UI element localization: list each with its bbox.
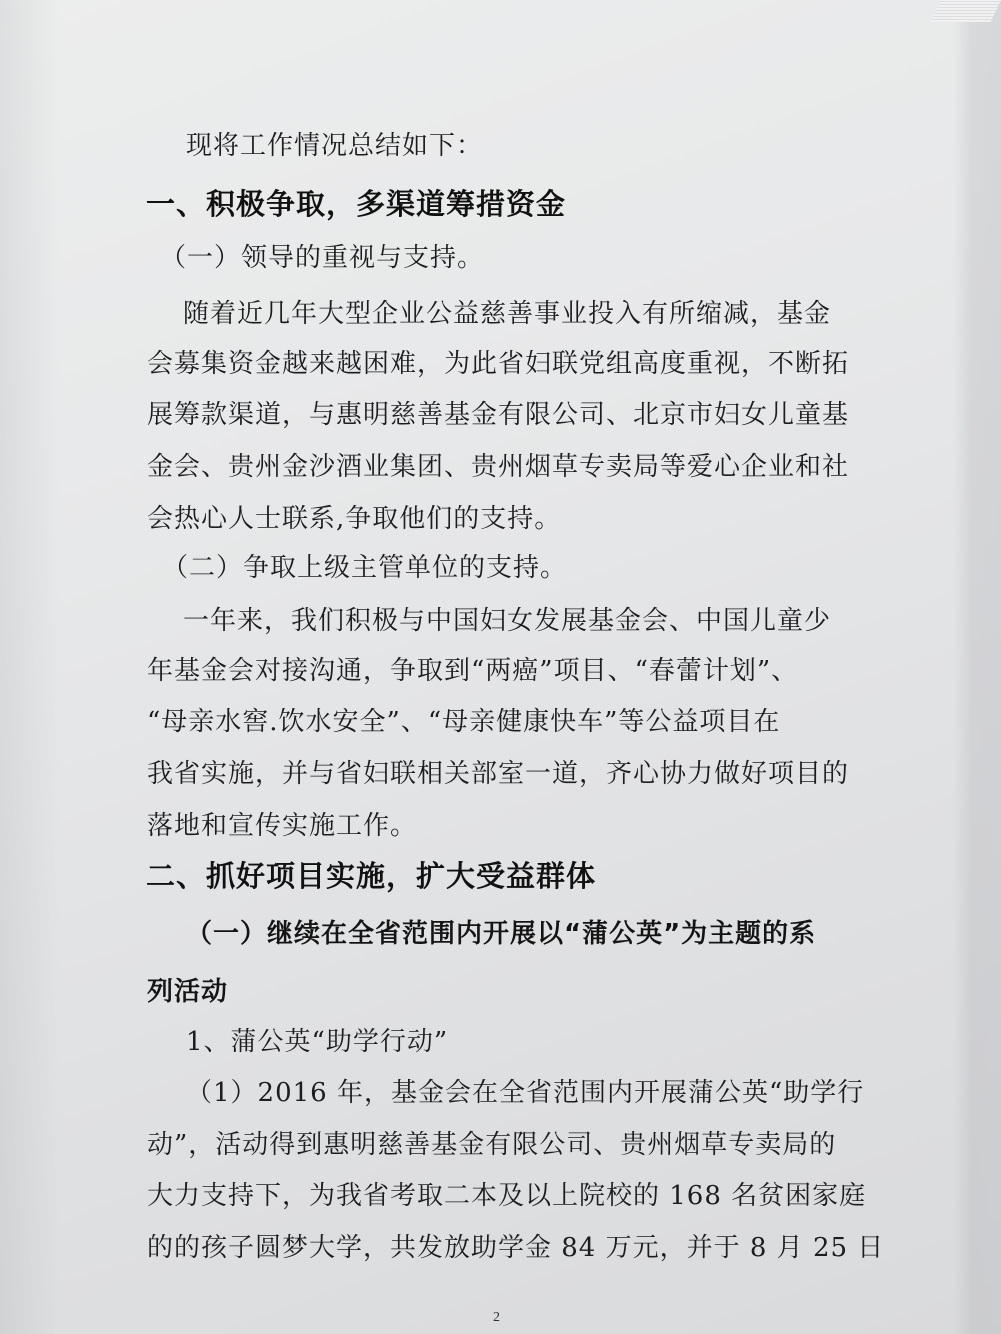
paragraph-line: 一年来，我们积极与中国妇女发展基金会、中国儿童少 <box>183 606 832 636</box>
subheading-2-1-cont: 列活动 <box>147 977 229 1007</box>
paragraph-line: 展筹款渠道，与惠明慈善基金有限公司、北京市妇女儿童基 <box>147 400 850 430</box>
intro-line: 现将工作情况总结如下： <box>186 131 484 161</box>
paper-stack-corner <box>931 0 1001 22</box>
subheading-2-1: （一）继续在全省范围内开展以“蒲公英”为主题的系 <box>186 919 817 949</box>
section-heading-2: 二、抓好项目实施，扩大受益群体 <box>146 859 597 893</box>
paragraph-line: （1）2016 年，基金会在全省范围内开展蒲公英“助学行 <box>186 1078 865 1108</box>
subheading-1-1: （一）领导的重视与支持。 <box>160 243 485 273</box>
paragraph-line: 我省实施，并与省妇联相关部室一道，齐心协力做好项目的 <box>147 759 850 789</box>
paragraph-line: 落地和宣传实施工作。 <box>147 811 418 841</box>
paragraph-line: 的的孩子圆梦大学，共发放助学金 84 万元，并于 8 月 25 日 <box>147 1233 885 1263</box>
paragraph-line: 会热心人士联系,争取他们的支持。 <box>147 504 562 534</box>
subheading-1-2: （二）争取上级主管单位的支持。 <box>162 553 568 583</box>
paragraph-line: “母亲水窖.饮水安全”、“母亲健康快车”等公益项目在 <box>147 707 781 737</box>
paper-edge-shading <box>953 0 1001 1334</box>
paper-shadow <box>0 0 60 1334</box>
paragraph-line: 会募集资金越来越困难，为此省妇联党组高度重视，不断拓 <box>147 349 850 379</box>
paragraph-line: 动”，活动得到惠明慈善基金有限公司、贵州烟草专卖局的 <box>147 1130 837 1160</box>
page-number: 2 <box>493 1310 500 1325</box>
paragraph-line: 随着近几年大型企业公益慈善事业投入有所缩减，基金 <box>183 299 832 329</box>
paragraph-line: 金会、贵州金沙酒业集团、贵州烟草专卖局等爱心企业和社 <box>147 452 850 482</box>
item-heading: 1、蒲公英“助学行动” <box>186 1027 449 1057</box>
paragraph-line: 大力支持下，为我省考取二本及以上院校的 168 名贫困家庭 <box>147 1181 867 1211</box>
section-heading-1: 一、积极争取，多渠道筹措资金 <box>146 187 567 221</box>
paragraph-line: 年基金会对接沟通，争取到“两癌”项目、“春蕾计划”、 <box>147 656 799 686</box>
